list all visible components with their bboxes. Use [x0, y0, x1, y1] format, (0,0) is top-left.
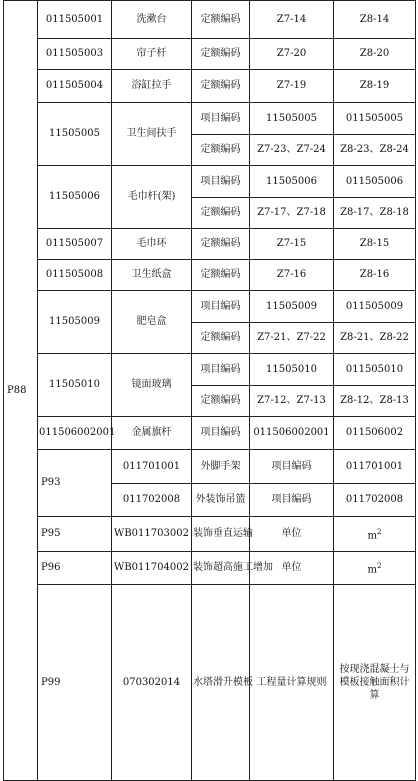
- page-ref: P88: [4, 1, 38, 781]
- code-type: 项目编码: [250, 484, 334, 517]
- old-value: 011701001: [334, 450, 416, 484]
- old-value: [334, 517, 416, 552]
- item-code: WB011704002: [112, 552, 192, 585]
- item-code: 011505003: [38, 39, 112, 70]
- table-row: [4, 229, 416, 260]
- table-row: [4, 70, 416, 103]
- code-type: 项目编码: [192, 166, 250, 198]
- code-mapping-table: [3, 0, 416, 781]
- old-value: Z7-19: [250, 70, 334, 103]
- item-name: 装饰垂直运输: [192, 517, 250, 552]
- page-ref: P99: [38, 585, 112, 781]
- item-code: 011701001: [112, 450, 192, 484]
- table-row: [4, 354, 416, 386]
- item-name: 洗漱台: [112, 1, 192, 39]
- item-name: 外装饰吊篮: [192, 484, 250, 517]
- code-type: 定额编码: [192, 135, 250, 166]
- item-name: 浴缸拉手: [112, 70, 192, 103]
- item-name: 毛巾环: [112, 229, 192, 260]
- code-type: 项目编码: [192, 291, 250, 323]
- new-value: 011505010: [334, 354, 416, 386]
- code-type: 项目编码: [192, 417, 250, 450]
- new-value: 011505009: [334, 291, 416, 323]
- new-value: Z8-12、Z8-13: [334, 386, 416, 417]
- old-value: Z7-17、Z7-18: [250, 198, 334, 229]
- code-type: 定额编码: [192, 229, 250, 260]
- code-type: 定额编码: [192, 386, 250, 417]
- table-row: [4, 417, 416, 450]
- item-name: 金属旗杆: [112, 417, 192, 450]
- old-value: Z7-14: [250, 1, 334, 39]
- new-value: Z8-15: [334, 229, 416, 260]
- code-type: 定额编码: [192, 39, 250, 70]
- table-row: [4, 103, 416, 135]
- new-value: Z8-16: [334, 260, 416, 291]
- code-type: 定额编码: [192, 1, 250, 39]
- code-type: 项目编码: [192, 103, 250, 135]
- unit-text: m: [367, 564, 377, 576]
- item-code: 011505007: [38, 229, 112, 260]
- item-name: 卫生纸盒: [112, 260, 192, 291]
- item-name: 水塔滑升模板: [192, 585, 250, 781]
- item-code: 11505009: [38, 291, 112, 354]
- code-type: 项目编码: [192, 354, 250, 386]
- old-value: Z7-16: [250, 260, 334, 291]
- table-row: [4, 1, 416, 39]
- item-code: 011702008: [112, 484, 192, 517]
- old-value: Z7-20: [250, 39, 334, 70]
- item-name: 镜面玻璃: [112, 354, 192, 417]
- old-value: Z7-23、Z7-24: [250, 135, 334, 166]
- item-code: 011505008: [38, 260, 112, 291]
- unit-sup: 2: [377, 561, 382, 570]
- item-code: WB011703002: [112, 517, 192, 552]
- old-value: Z7-15: [250, 229, 334, 260]
- new-value: 011505006: [334, 166, 416, 198]
- item-code: 011506002001: [38, 417, 112, 450]
- new-value: Z8-19: [334, 70, 416, 103]
- item-code: 011505001: [38, 1, 112, 39]
- item-code: 070302014: [112, 585, 192, 781]
- old-value: 11505009: [250, 291, 334, 323]
- code-type: 工程量计算规则: [250, 585, 334, 781]
- table-row: [4, 552, 416, 585]
- new-value: Z8-21、Z8-22: [334, 323, 416, 354]
- code-type: 定额编码: [192, 198, 250, 229]
- table-row: [4, 166, 416, 198]
- item-name: 肥皂盒: [112, 291, 192, 354]
- old-value: 11505006: [250, 166, 334, 198]
- page-ref: P95: [38, 517, 112, 552]
- item-code: 11505006: [38, 166, 112, 229]
- new-value: 011506002: [334, 417, 416, 450]
- code-type: 单位: [250, 517, 334, 552]
- table-row: [4, 450, 416, 484]
- unit-sup: 2: [377, 527, 382, 536]
- old-value: 11505005: [250, 103, 334, 135]
- table-row: [4, 291, 416, 323]
- code-type: 定额编码: [192, 260, 250, 291]
- new-value: 011505005: [334, 103, 416, 135]
- code-type: 单位: [250, 552, 334, 585]
- item-code: 011505004: [38, 70, 112, 103]
- new-value: Z8-23、Z8-24: [334, 135, 416, 166]
- item-name: 毛巾杆(架): [112, 166, 192, 229]
- page-ref: P96: [38, 552, 112, 585]
- item-name: 帘子杆: [112, 39, 192, 70]
- new-value: Z8-17、Z8-18: [334, 198, 416, 229]
- code-type: 定额编码: [192, 323, 250, 354]
- old-value: [334, 552, 416, 585]
- table-row: [4, 39, 416, 70]
- table-row: [4, 260, 416, 291]
- new-value: Z8-20: [334, 39, 416, 70]
- old-value: 按现浇混凝土与模板接触面积计算: [334, 585, 416, 781]
- item-name: 装饰超高施工增加: [192, 552, 250, 585]
- item-name: 外脚手架: [192, 450, 250, 484]
- item-name: 卫生间扶手: [112, 103, 192, 166]
- new-value: Z8-14: [334, 1, 416, 39]
- code-type: 定额编码: [192, 70, 250, 103]
- old-value: 011506002001: [250, 417, 334, 450]
- table-row: [4, 585, 416, 781]
- page-ref: P93: [38, 450, 112, 517]
- old-value: 011702008: [334, 484, 416, 517]
- old-value: Z7-21、Z7-22: [250, 323, 334, 354]
- old-value: 11505010: [250, 354, 334, 386]
- item-code: 11505005: [38, 103, 112, 166]
- unit-text: m: [367, 530, 377, 542]
- old-value: Z7-12、Z7-13: [250, 386, 334, 417]
- item-code: 11505010: [38, 354, 112, 417]
- code-type: 项目编码: [250, 450, 334, 484]
- table-row: [4, 517, 416, 552]
